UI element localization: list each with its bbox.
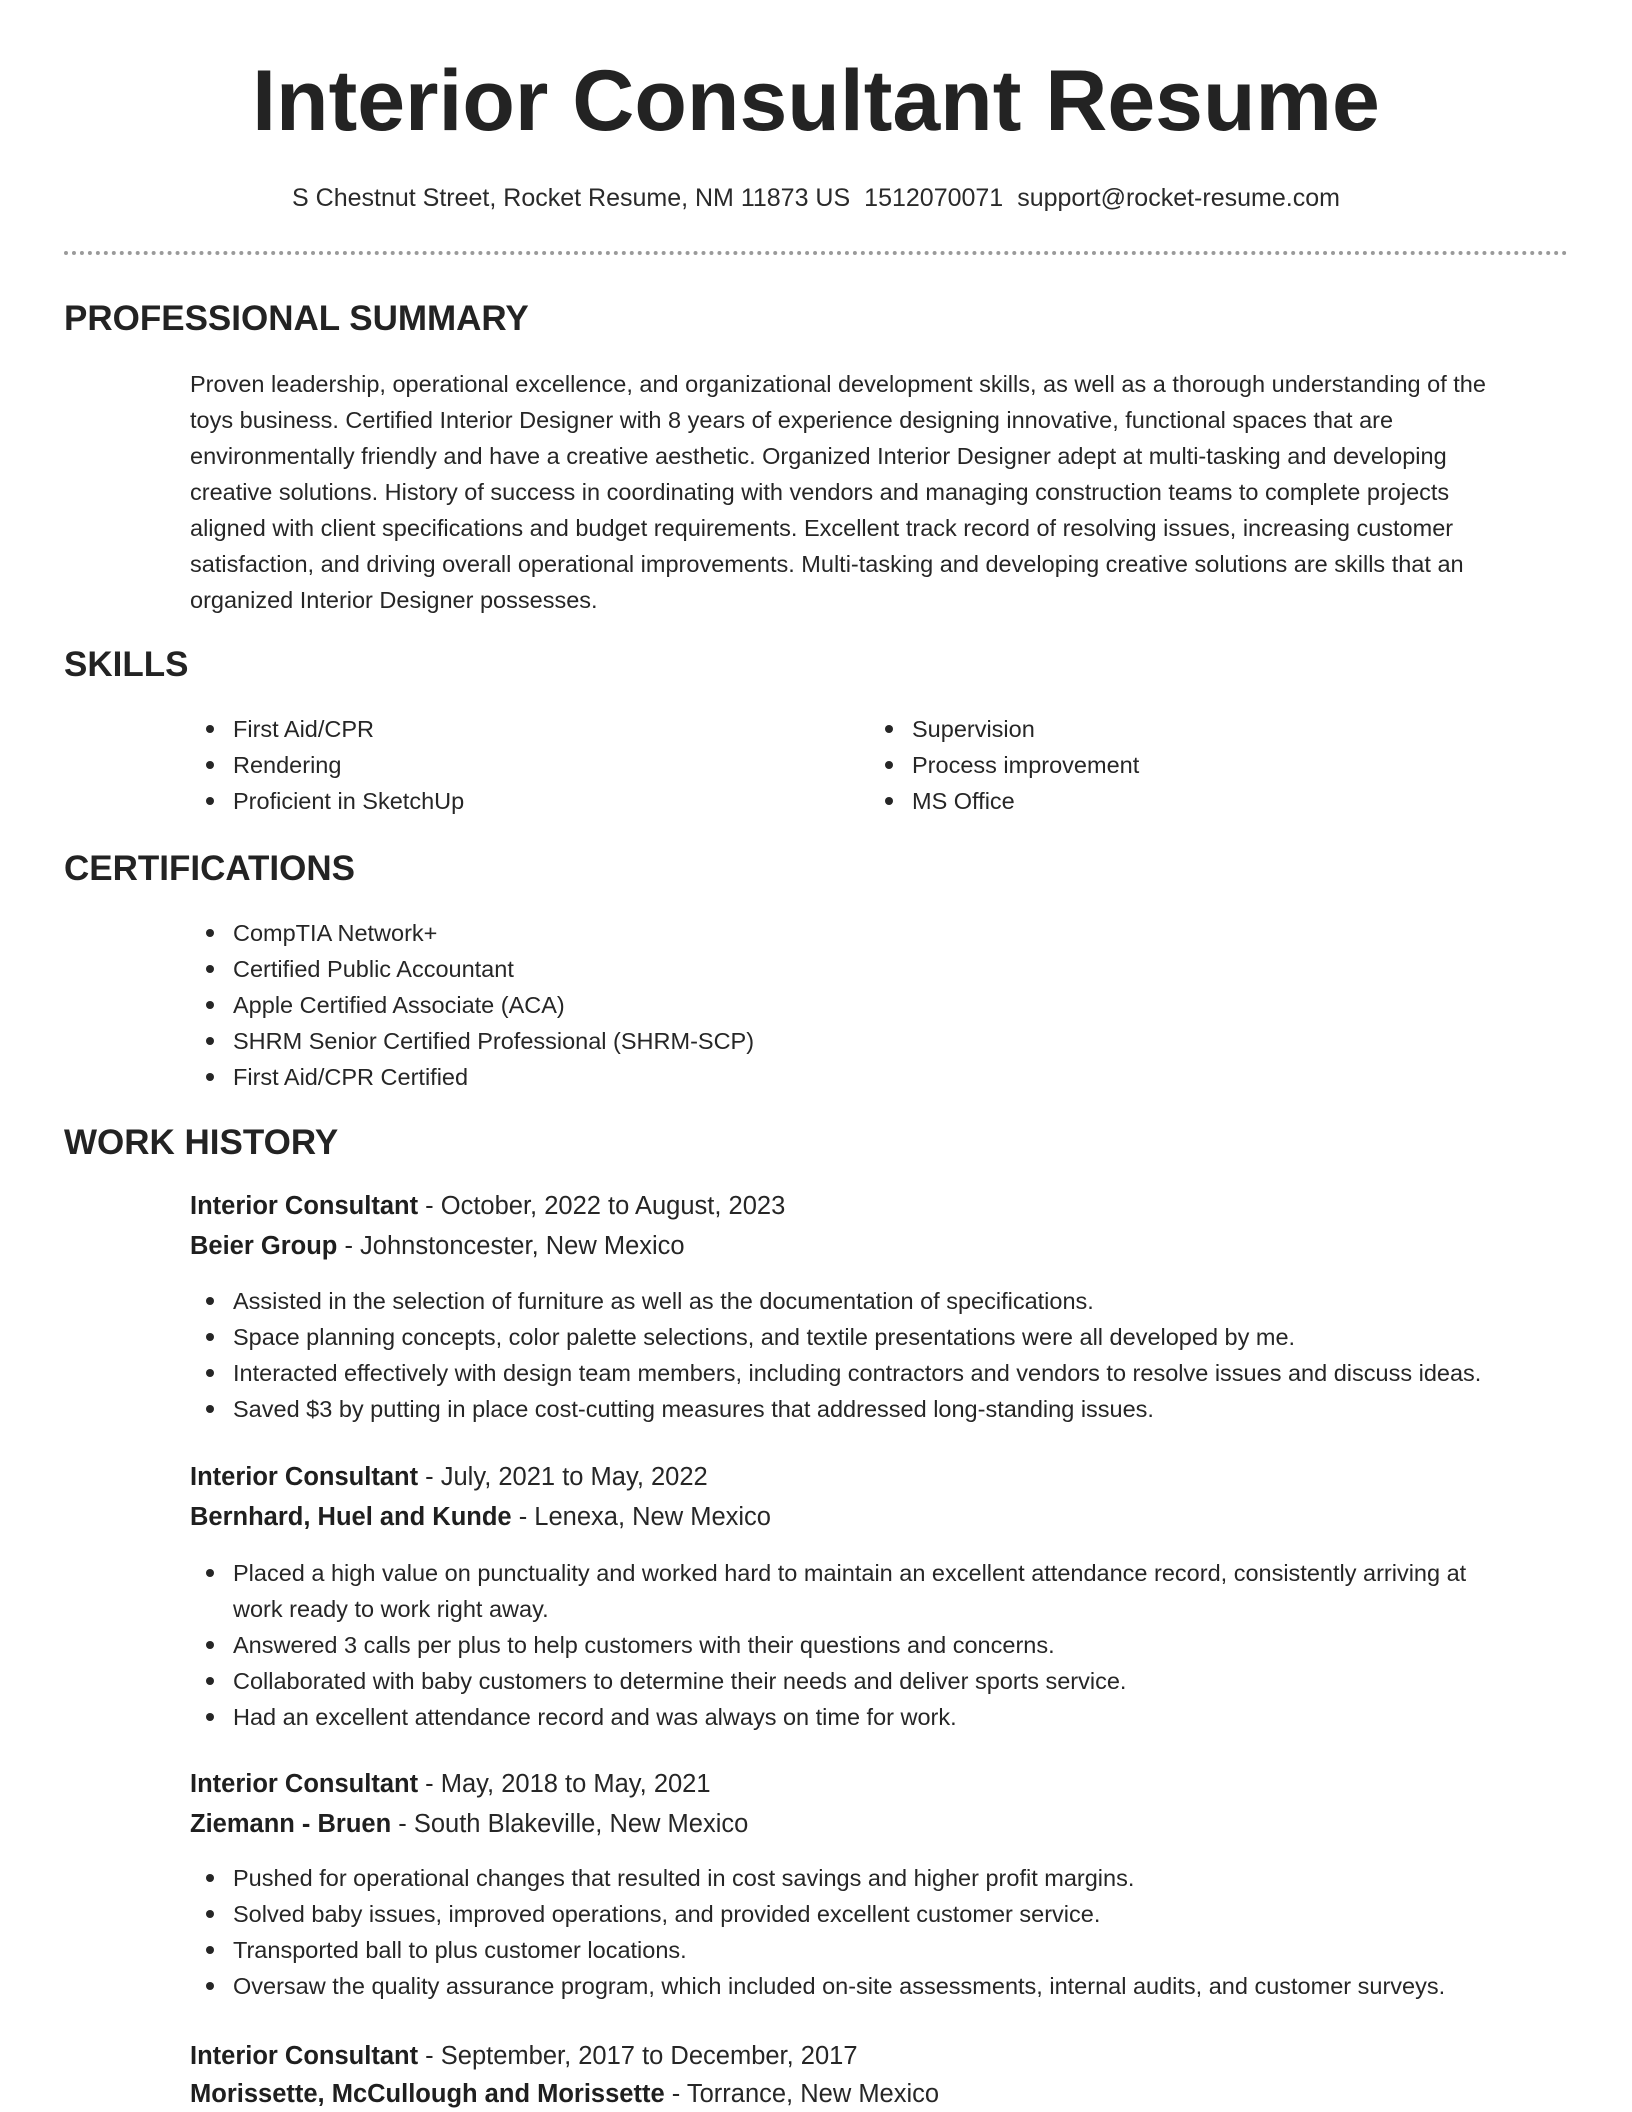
job-bullet: Placed a high value on punctuality and worked hard to maintain an excellent attendance record, consistently arriving at	[190, 1555, 1590, 1591]
certification-item: Certified Public Accountant	[190, 951, 1570, 987]
skills-list-left	[190, 711, 850, 819]
summary-line: organized Interior Designer possesses.	[190, 587, 598, 613]
job-location: - Lenexa, New Mexico	[511, 1503, 771, 1531]
summary-text	[190, 366, 1570, 618]
summary-line: satisfaction, and driving overall operational improvements. Multi-tasking and developing creative solutions are skills that an	[190, 551, 1464, 577]
job-bullet: Transported ball to plus customer locations.	[190, 1932, 1590, 1968]
job-company: Bernhard, Huel and Kunde	[190, 1503, 512, 1531]
contact-phone: 1512070071	[864, 184, 1004, 212]
summary-line: environmentally friendly and have a creative aesthetic. Organized Interior Designer adept at multi-tasking and developing	[190, 443, 1447, 469]
job-bullet: Pushed for operational changes that resulted in cost savings and higher profit margins.	[190, 1860, 1590, 1896]
job-company: Ziemann - Bruen	[190, 1810, 392, 1838]
job-bullet: Solved baby issues, improved operations, and provided excellent customer service.	[190, 1896, 1590, 1932]
job-title: Interior Consultant	[190, 2042, 419, 2070]
job-bullet: Oversaw the quality assurance program, which included on-site assessments, internal audits, and customer surveys.	[190, 1968, 1590, 2004]
job-title-line	[190, 1463, 708, 1492]
job-company-line	[190, 1232, 685, 1261]
job-location: - Johnstoncester, New Mexico	[337, 1232, 685, 1260]
job-title: Interior Consultant	[190, 1770, 419, 1798]
certification-item: SHRM Senior Certified Professional (SHRM-SCP)	[190, 1023, 1570, 1059]
contact-line	[0, 184, 1632, 213]
job-company: Morissette, McCullough and Morissette	[190, 2080, 665, 2108]
section-title-work-history: WORK HISTORY	[64, 1123, 339, 1162]
job-dates: - October, 2022 to August, 2023	[418, 1192, 786, 1220]
job-bullet: Had an excellent attendance record and was always on time for work.	[190, 1699, 1590, 1735]
job-bullet: Space planning concepts, color palette selections, and textile presentations were all developed by me.	[190, 1319, 1590, 1355]
skill-item: Proficient in SketchUp	[190, 783, 850, 819]
certification-item: CompTIA Network+	[190, 915, 1570, 951]
skill-item: Rendering	[190, 747, 850, 783]
job-company-line	[190, 1503, 771, 1532]
job-bullet: Assisted in the selection of furniture as well as the documentation of specifications.	[190, 1283, 1590, 1319]
job-bullet: Saved $3 by putting in place cost-cutting measures that addressed long-standing issues.	[190, 1391, 1590, 1427]
contact-email: support@rocket-resume.com	[1017, 184, 1340, 212]
contact-address: S Chestnut Street, Rocket Resume, NM 11873 US	[292, 184, 851, 212]
job-location: - Torrance, New Mexico	[664, 2080, 940, 2108]
job-title-line	[190, 1192, 785, 1221]
section-title-certifications: CERTIFICATIONS	[64, 849, 356, 888]
summary-line: creative solutions. History of success in coordinating with vendors and managing construction teams to complete projects	[190, 479, 1450, 505]
summary-line: aligned with client specifications and budget requirements. Excellent track record of resolving issues, increasing customer	[190, 515, 1454, 541]
job-bullet: Answered 3 calls per plus to help customers with their questions and concerns.	[190, 1627, 1590, 1663]
job-title: Interior Consultant	[190, 1192, 419, 1220]
job-title: Interior Consultant	[190, 1463, 419, 1491]
skill-item: Process improvement	[869, 747, 1529, 783]
certification-item: Apple Certified Associate (ACA)	[190, 987, 1570, 1023]
certification-item: First Aid/CPR Certified	[190, 1059, 1570, 1095]
job-bullet: Collaborated with baby customers to determine their needs and deliver sports service.	[190, 1663, 1590, 1699]
resume-title: Interior Consultant Resume	[252, 53, 1380, 149]
skill-item: MS Office	[869, 783, 1529, 819]
job-title-line	[190, 1770, 711, 1799]
summary-line: Proven leadership, operational excellence, and organizational development skills, as well as a thorough understanding of the	[190, 371, 1486, 397]
job-company-line	[190, 2080, 939, 2109]
job-company-line	[190, 1810, 748, 1839]
job-bullet-continuation: work ready to work right away.	[233, 1596, 549, 1622]
job-bullets	[190, 1860, 1590, 2004]
job-bullets	[190, 1555, 1590, 1735]
job-bullets	[190, 1283, 1590, 1427]
job-dates: - July, 2021 to May, 2022	[418, 1463, 708, 1491]
job-bullet: Interacted effectively with design team members, including contractors and vendors to resolve issues and discuss ideas.	[190, 1355, 1590, 1391]
job-title-line	[190, 2042, 858, 2071]
skills-list-right	[869, 711, 1529, 819]
header-divider	[64, 251, 1568, 255]
job-dates: - September, 2017 to December, 2017	[418, 2042, 858, 2070]
skill-item: First Aid/CPR	[190, 711, 850, 747]
job-location: - South Blakeville, New Mexico	[391, 1810, 749, 1838]
section-title-skills: SKILLS	[64, 645, 189, 684]
certifications-list	[190, 915, 1570, 1095]
job-dates: - May, 2018 to May, 2021	[418, 1770, 711, 1798]
skill-item: Supervision	[869, 711, 1529, 747]
summary-line: toys business. Certified Interior Designer with 8 years of experience designing innovative, functional spaces that are	[190, 407, 1394, 433]
job-company: Beier Group	[190, 1232, 338, 1260]
section-title-summary: PROFESSIONAL SUMMARY	[64, 299, 529, 338]
